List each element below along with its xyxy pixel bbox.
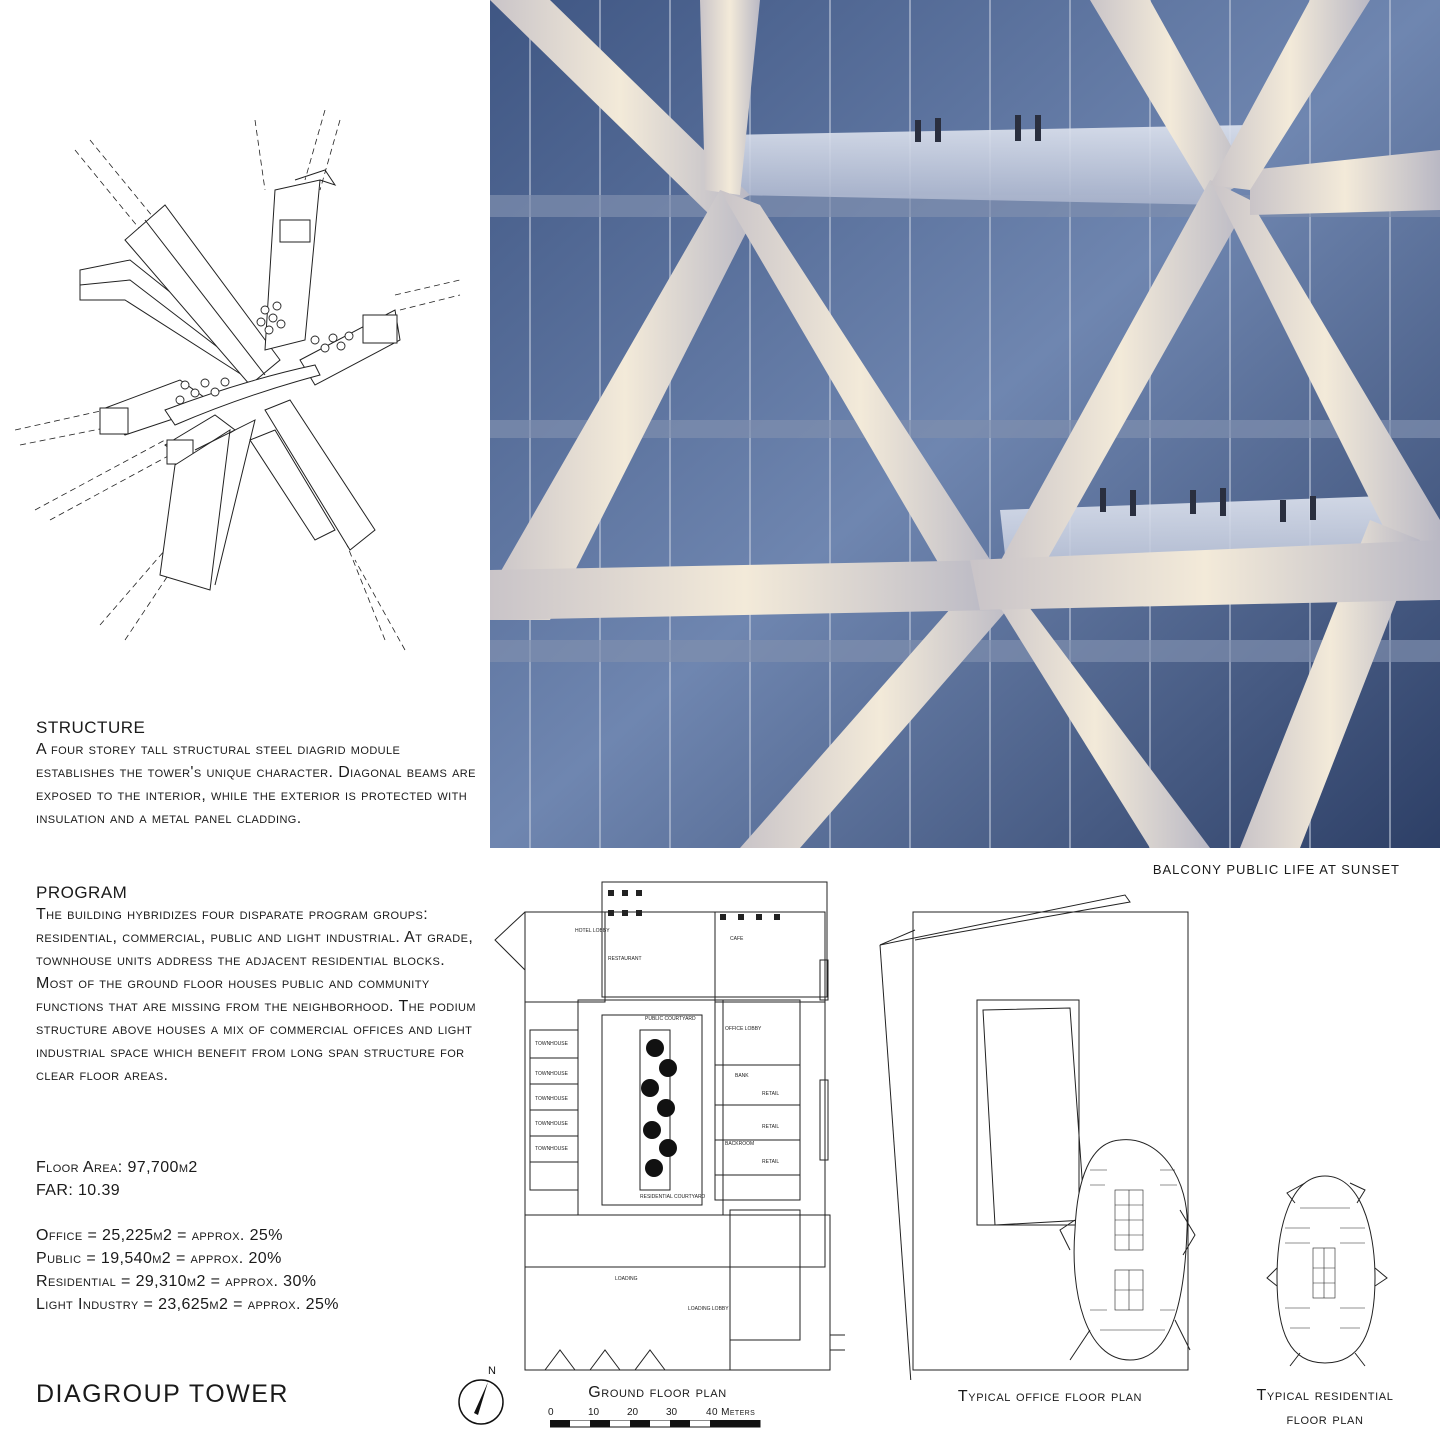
scale-bar bbox=[550, 1420, 770, 1428]
room-cafe: CAFE bbox=[730, 936, 744, 942]
floor-area: Floor Area: 97,700m2 bbox=[36, 1159, 198, 1176]
north-arrow bbox=[455, 1360, 507, 1430]
far-value: FAR: 10.39 bbox=[36, 1182, 121, 1199]
scale-ticks bbox=[548, 1407, 773, 1421]
scale-tick-30: 30 bbox=[666, 1407, 678, 1418]
room-retail-2: RETAIL bbox=[762, 1124, 780, 1130]
room-public-courtyard: PUBLIC COURTYARD bbox=[645, 1016, 696, 1022]
office-area: Office = 25,225m2 = approx. 25% bbox=[36, 1227, 283, 1244]
room-townhouse-3: TOWNHOUSE bbox=[535, 1096, 568, 1102]
room-bank: BANK bbox=[735, 1073, 749, 1079]
scale-tick-10: 10 bbox=[588, 1407, 600, 1418]
room-loading-lobby: LOADING LOBBY bbox=[688, 1306, 729, 1312]
residential-area: Residential = 29,310m2 = approx. 30% bbox=[36, 1273, 317, 1290]
room-backroom: BACKROOM bbox=[725, 1141, 755, 1147]
room-office-lobby: OFFICE LOBBY bbox=[725, 1026, 762, 1032]
room-restaurant: RESTAURANT bbox=[608, 956, 642, 962]
office-plan-title: Typical office floor plan bbox=[957, 1388, 1143, 1405]
light-industry-area: Light Industry = 23,625m2 = approx. 25% bbox=[36, 1296, 339, 1313]
room-residential-courtyard: RESIDENTIAL COURTYARD bbox=[640, 1194, 706, 1200]
room-townhouse-5: TOWNHOUSE bbox=[535, 1146, 568, 1152]
room-retail-1: RETAIL bbox=[762, 1091, 780, 1097]
program-text: The building hybridizes four disparate program groups: residential, commercial, public and light industrial. At grade, townhouse units address the adjacent residential blocks. Most of the ground floor houses public and community functions that are missing from the neighborhood. The podium structure above houses a mix of commercial offices and light industrial space which benefit from long span structure for clear floor areas. bbox=[36, 906, 476, 1084]
public-area: Public = 19,540m2 = approx. 20% bbox=[36, 1250, 282, 1267]
room-townhouse-1: TOWNHOUSE bbox=[535, 1041, 568, 1047]
room-loading: LOADING bbox=[615, 1276, 638, 1282]
render-caption: BALCONY PUBLIC LIFE AT SUNSET bbox=[1152, 862, 1400, 877]
scale-tick-0: 0 bbox=[548, 1407, 554, 1418]
program-heading: PROGRAM bbox=[36, 883, 128, 902]
office-floor-plan bbox=[875, 890, 1205, 1380]
project-title: DIAGROUP TOWER bbox=[36, 1380, 289, 1408]
area-stats bbox=[36, 1156, 476, 1202]
scale-tick-20: 20 bbox=[627, 1407, 639, 1418]
diagrid-node-drawing bbox=[15, 110, 475, 670]
ground-floor-plan bbox=[490, 880, 850, 1380]
room-hotel-lobby: HOTEL LOBBY bbox=[575, 928, 610, 934]
structure-section bbox=[36, 718, 476, 830]
program-section bbox=[36, 883, 476, 1087]
residential-floor-plan bbox=[1265, 1168, 1395, 1378]
structure-text: A four storey tall structural steel diagrid module establishes the tower's unique character. Diagonal beams are exposed to the interior, while the exterior is protected with insulation and a metal panel cladding. bbox=[36, 741, 476, 827]
program-breakdown bbox=[36, 1224, 476, 1316]
residential-plan-title: Typical residential floor plan bbox=[1256, 1387, 1394, 1428]
ground-plan-title: Ground floor plan bbox=[588, 1384, 727, 1401]
scale-tick-40: 40 Meters bbox=[706, 1407, 756, 1418]
structure-heading: STRUCTURE bbox=[36, 718, 146, 737]
balcony-render bbox=[490, 0, 1440, 848]
north-label: N bbox=[488, 1365, 496, 1377]
room-townhouse-4: TOWNHOUSE bbox=[535, 1121, 568, 1127]
room-retail-3: RETAIL bbox=[762, 1159, 780, 1165]
room-townhouse-2: TOWNHOUSE bbox=[535, 1071, 568, 1077]
